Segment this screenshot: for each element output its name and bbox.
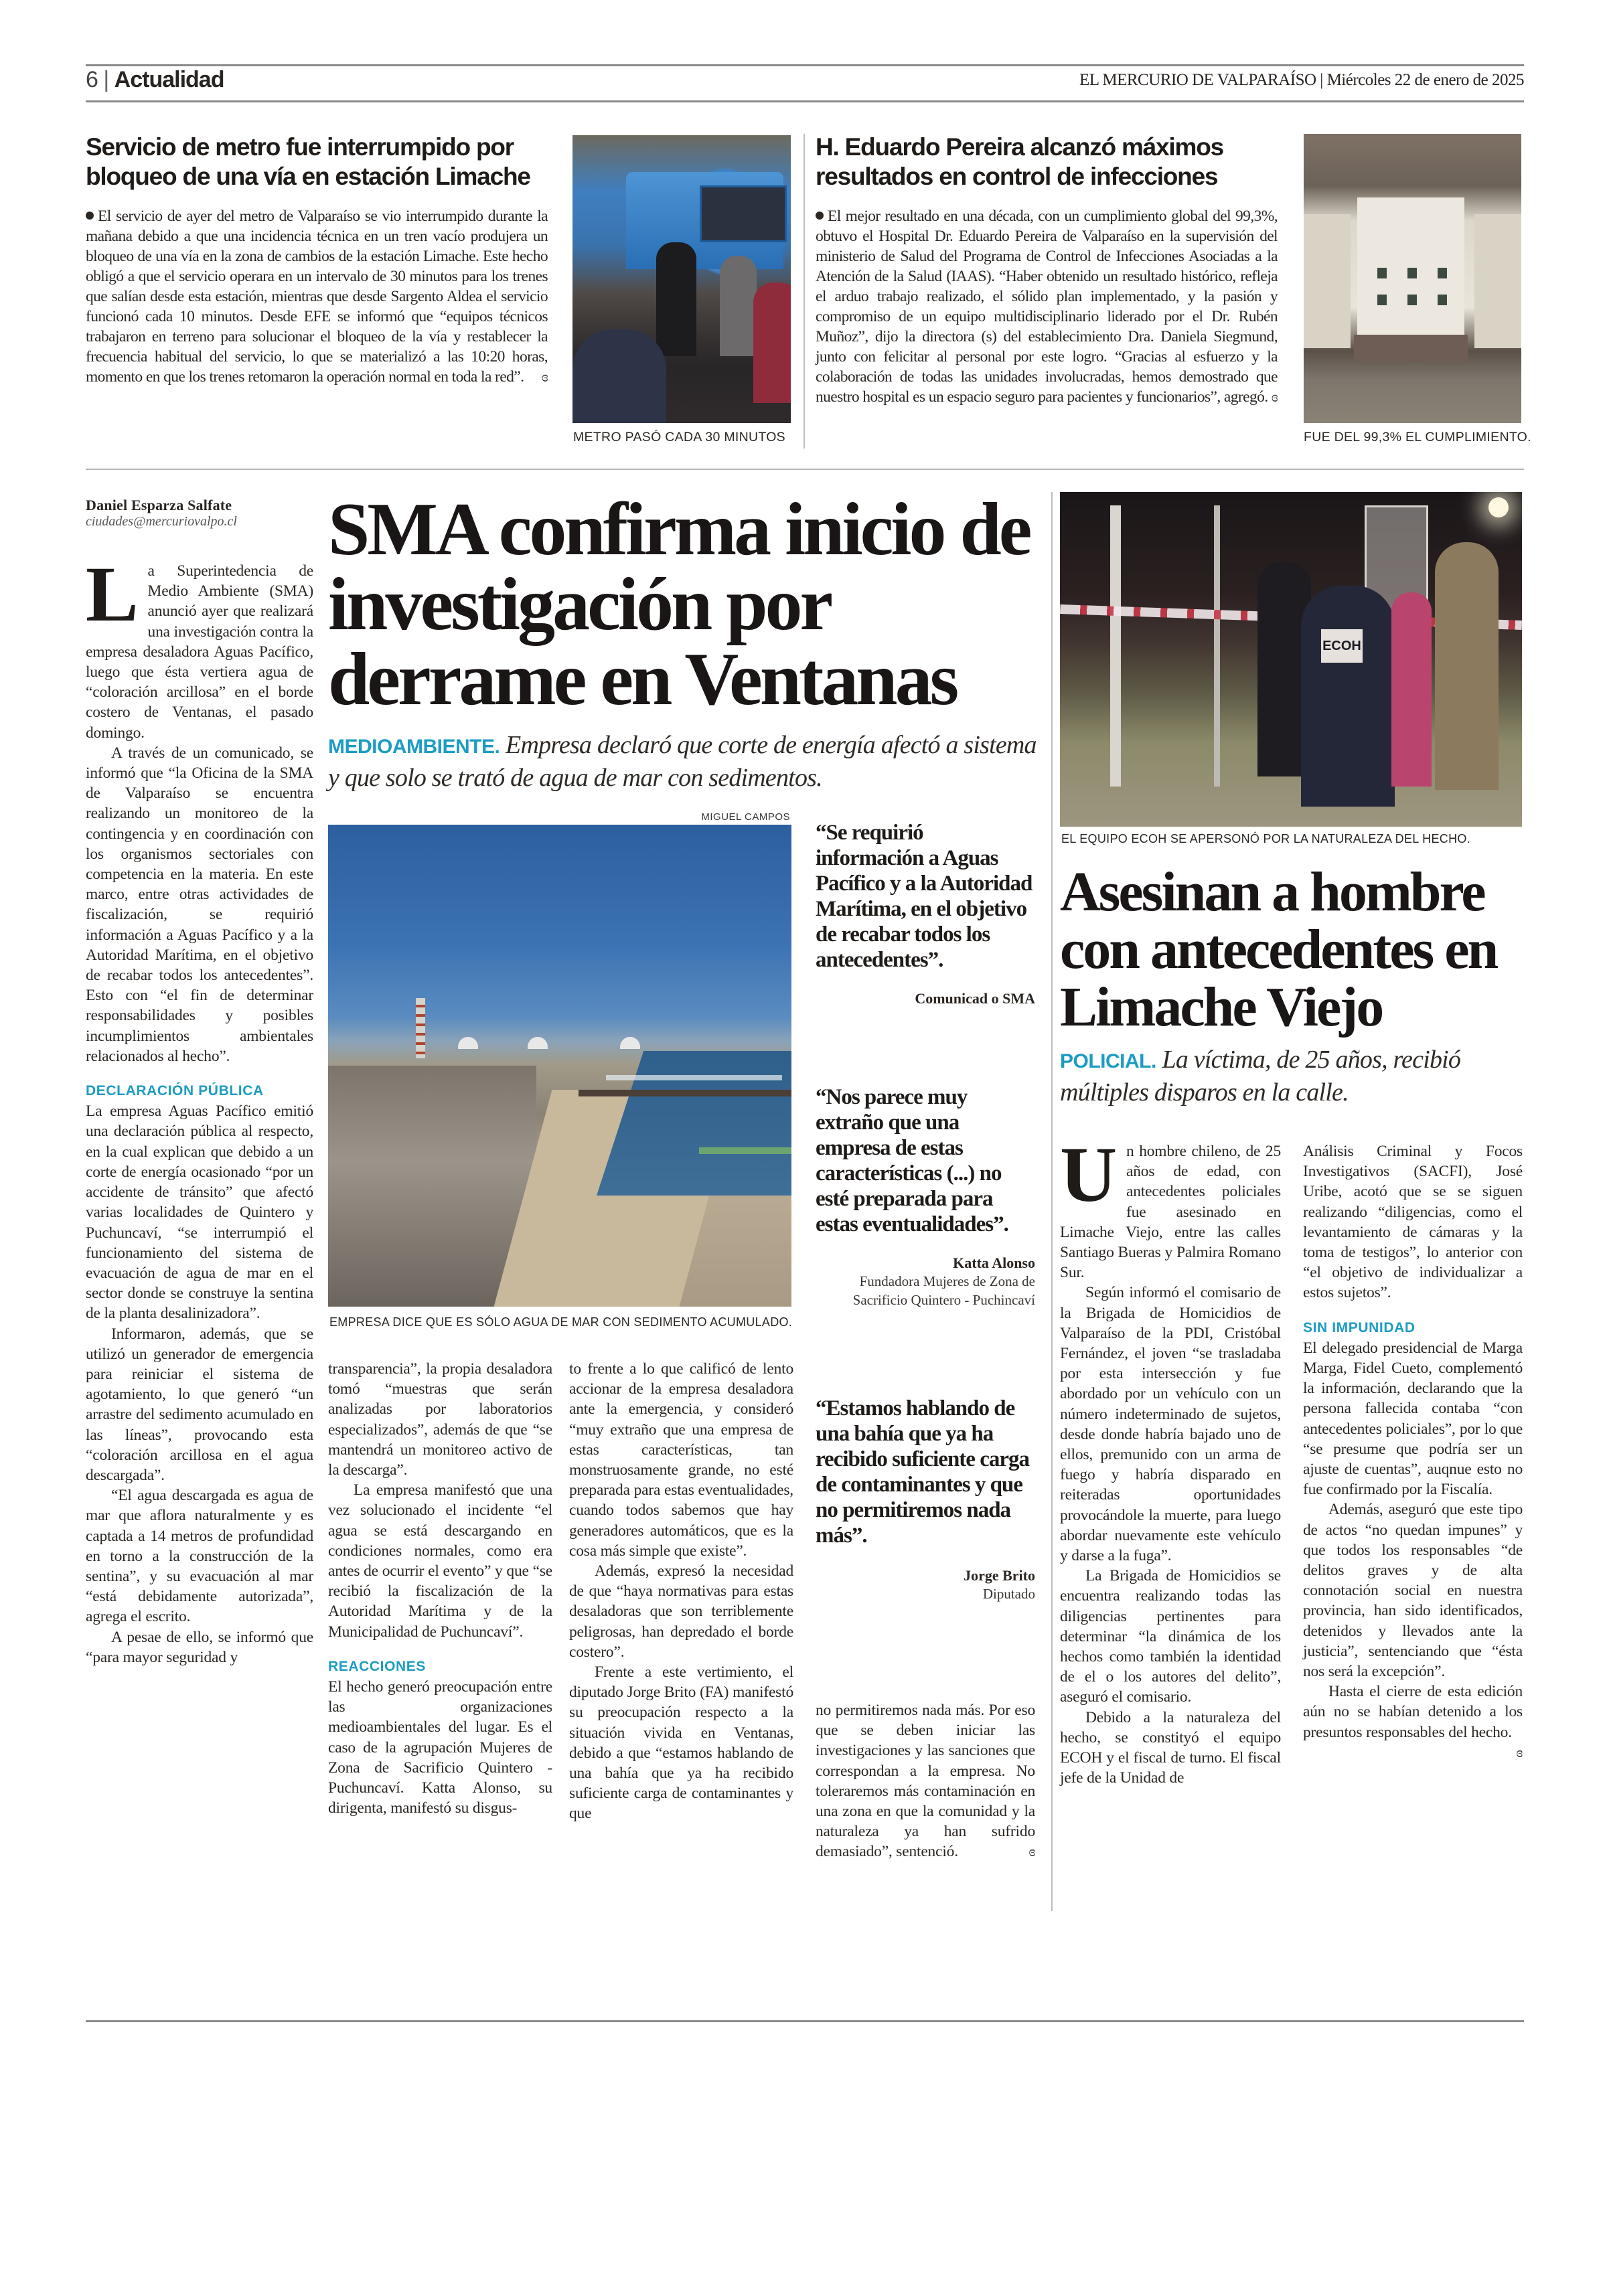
publication-date: Miércoles 22 de enero de 2025 [1326, 71, 1524, 89]
window-shape [1377, 268, 1387, 278]
paragraph: La empresa manifestó que una vez solucionado el incidente “el agua se está descargando en condiciones normales, como era antes de ocurrir el evento” y que “se recibió la fiscalización de la Autoridad Marítima y de la Municipalidad de Puchuncaví”. [328, 1481, 552, 1641]
byline-author: Daniel Esparza Salfate [86, 497, 232, 513]
pole-shape [1110, 505, 1121, 787]
kicker-text: La víctima, de 25 años, recibió múltiples disparos en la calle. [1060, 1046, 1461, 1106]
hospital-photo-caption: FUE DEL 99,3% EL CUMPLIMIENTO. [1304, 430, 1531, 444]
footer-rule [86, 2020, 1524, 2022]
end-mark-icon: ɞ [1028, 1843, 1035, 1860]
paragraph: Frente a este vertimiento, el diputado Jorge Brito (FA) manifestó su preocupación respecto a la situación vivida en Ventanas, debido a que “estamos hablando de una bahía que ya ha recibido suficiente carga de contaminantes y que [569, 1663, 793, 1823]
crime-scene-photo-caption: EL EQUIPO ECOH SE APERSONÓ POR LA NATURALEZA DEL HECHO. [1061, 832, 1470, 845]
end-mark-icon: ɞ [541, 368, 548, 385]
building-wing-shape [1304, 214, 1351, 348]
crime-scene-photo [1060, 492, 1522, 827]
ventanas-photo [328, 825, 791, 1307]
pull-quote-attribution [816, 1567, 1035, 1603]
paragraph: El hecho generó preocupación entre las organizaciones medioambientales del lugar. Es el caso de la agrupación Mujeres de Zona de Sacrificio Quintero - Puchuncaví. Katta Alonso, su dirigenta, manifestó su disgus- [328, 1678, 552, 1817]
pull-quote-source: Katta Alonso [953, 1254, 1035, 1271]
kicker-tag: MEDIOAMBIENTE. [328, 736, 500, 758]
main-column-3 [569, 1359, 793, 1824]
page-number: 6 [86, 67, 98, 92]
subhead-declaracion: DECLARACIÓN PÚBLICA [86, 1083, 264, 1099]
paragraph: to frente a lo que calificó de lento accionar de la empresa desaladora ante la emergencia, y consideró “muy extraño que una empresa de estas características, tan monstruosamente grande, no esté preparada para estas eventualidades, cuando todos sabemos que hay generadores automáticos, que es la cosa más simple que existe”. [569, 1360, 793, 1560]
pull-quote-source: Jorge Brito [964, 1567, 1035, 1584]
header-bottom-rule [86, 100, 1524, 102]
limache-headline: Asesinan a hombre con antecedentes en Limache Viejo [1060, 861, 1497, 1038]
byline [86, 497, 313, 529]
chimney-shape [416, 998, 425, 1058]
brief-metro-text: El servicio de ayer del metro de Valparaíso se vio interrumpido durante la mañana debido a que una incidencia técnica en un tren vacío produjera un bloqueo de una vía en la zona de cambios de la estación Limache. Este hecho obligó a que el servicio operara en un intervalo de 30 minutos para los trenes que salían desde esta estación, mientras que desde Sargento Aldea el servicio funcionó cada 10 minutos. Desde EFE se informó que “equipos técnicos trabajaron en terreno para solucionar el bloqueo de la vía y restablecer la frecuencia habitual del servicio, lo que se materializó a las 10:20 horas, momento en que los trenes retomaron la operación normal en toda la red”. [86, 208, 548, 386]
brief-hospital-title: H. Eduardo Pereira alcanzó máximos resultados en control de infecciones [816, 133, 1223, 190]
paragraph: Informaron, además, que se utilizó un generador de emergencia para reiniciar el sistema de agotamiento, lo que generó “un arrastre del sedimento acumulado en las líneas”, provocando esta “coloración arcillosa en el agua descargada”. [86, 1325, 313, 1484]
pier-shape [579, 1090, 791, 1096]
tank-shape [528, 1037, 548, 1049]
paragraph: A pesae de ello, se informó que “para mayor seguridad y [86, 1628, 313, 1666]
dropcap: L [86, 550, 139, 638]
brief-metro-title: Servicio de metro fue interrumpido por bloqueo de una vía en estación Limache [86, 133, 530, 190]
end-mark-icon: ɞ [1516, 1743, 1523, 1760]
paragraph: Hasta el cierre de esta edición aún no se habían detenido a los presuntos responsables del hecho. ɞ [1303, 1682, 1523, 1742]
subhead-reacciones: REACCIONES [328, 1658, 427, 1674]
paragraph: Según informó el comisario de la Brigada de Homicidios de Valparaíso de la PDI, Cristóbal Fernández, el joven “se trasladaba por esta intersección y fue abordado por un vehículo con un número indeterminado de sujetos, desde donde habría bajado uno de ellos, premunido con un arma de fuego y habría disparado en reiteradas oportunidades provocándole la muerte, para luego abordar nuevamente este vehículo y darse a la fuga”. [1060, 1284, 1281, 1565]
main-column-4 [816, 1700, 1035, 1862]
pull-quote-role: Fundadora Mujeres de Zona de Sacrificio Quintero - Puchincaví [852, 1273, 1035, 1308]
window-shape [1438, 268, 1447, 278]
bullet-icon [86, 212, 94, 220]
hospital-photo [1304, 134, 1521, 423]
person-shape [656, 242, 696, 356]
pull-quote-text: “Se requirió información a Aguas Pacífico y a la Autoridad Marítima, en el objetivo de recabar todos los antecedentes”. [816, 821, 1032, 972]
brief-metro-body [86, 206, 548, 387]
pull-quote-attribution [816, 990, 1035, 1007]
paragraph: El delegado presidencial de Marga Marga, Fidel Cueto, complementó la información, declarando que la persona fallecida contaba “con antecedentes policiales”, por lo que “se presume que podría ser un ajuste de cuentas”, auqnue esto no fue confirmado por la Fiscalía. [1303, 1339, 1523, 1499]
paragraph: Análisis Criminal y Focos Investigativos (SACFI), José Uribe, acotó que se se siguen realizando “diligencias, como el levantamiento de cámaras y la toma de testigos”, lo anterior con “el objetivo de individualizar a estos sujetos”. [1303, 1143, 1523, 1302]
limache-kicker [1060, 1044, 1522, 1108]
person-shape [1391, 592, 1432, 787]
street-light-shape [1488, 497, 1509, 517]
ventanas-photo-caption: EMPRESA DICE QUE ES SÓLO AGUA DE MAR CON SEDIMENTO ACUMULADO. [329, 1315, 793, 1329]
photo-credit: MIGUEL CAMPOS [701, 811, 790, 823]
pole-shape [1214, 505, 1220, 787]
limache-column-2 [1303, 1141, 1523, 1762]
paragraph: Debido a la naturaleza del hecho, se constityó el equipo ECOH y el fiscal de turno. El fiscal jefe de la Unidad de [1060, 1708, 1281, 1787]
paragraph: Además, aseguró que este tipo de actos “no quedan impunes” y que todos los responsables “de delitos graves y de alta connotación social en nuestra provincia, han sido identificados, detenidos y llevados ante la justicia”, sentenciando que “ésta nos será la excepción”. [1303, 1501, 1523, 1681]
publication-name: EL MERCURIO DE VALPARAÍSO [1079, 71, 1316, 89]
pull-quote-attribution [816, 1254, 1035, 1309]
person-shape [572, 329, 666, 423]
page-folio: 6 | Actualidad [86, 67, 224, 92]
paragraph: transparencia”, la propia desaladora tomó “muestras que serán analizadas por laboratorios especializados”, además de que “se mantendrá un monitoreo activo de la descarga”. [328, 1360, 552, 1479]
building-wing-shape [1474, 214, 1521, 348]
brief-hospital-text: El mejor resultado en una década, con un cumplimiento global del 99,3%, obtuvo el Hospital Dr. Eduardo Pereira de Valparaíso en la supervisión del ministerio de Salud del Programa de Control de Infecciones Asociadas a la Atención de la Salud (IAAS). “Haber obtenido un resultado histórico, refleja el arduo trabajo realizado, el sólido plan implementado, y la pasión y compromiso de un equipo multidisciplinario liderado por el Dr. Rubén Muñoz”, dijo la directora (s) del establecimiento Dra. Daniela Siegmund, junto con felicitar al personal por este logro. “Gracias al esfuerzo y la colaboración de todas las unidades involucradas, hemos demostrado que nuestro hospital es un espacio seguro para pacientes y funcionarios”, agregó. [816, 208, 1278, 406]
end-mark-icon: ɞ [1271, 388, 1278, 405]
window-shape [1438, 295, 1447, 305]
dropcap: U [1060, 1131, 1118, 1218]
pull-quote-text: “Nos parece muy extraño que una empresa de estas características (...) no esté preparada para estas eventualidades”. [816, 1085, 1008, 1236]
column-divider [1051, 492, 1053, 1911]
waves-shape [606, 1075, 782, 1080]
main-kicker [328, 730, 1038, 793]
window-shape [1407, 268, 1417, 278]
main-column-2 [328, 1359, 552, 1818]
paragraph: A través de un comunicado, se informó que “la Oficina de la SMA de Valparaíso se encuentra realizando un monitoreo de la contingencia y en coordinación con los organismos sectoriales con competencia en la materia. En este marco, entre otras actividades de fiscalización, se requirió información a Aguas Pacífico y a la Autoridad Marítima, en el objetivo de recabar todos los antecedentes”. Esto con “el fin de determinar responsabilidades y posibles incumplimientos ambientales relacionados al hecho”. [86, 744, 313, 1065]
paragraph: La Superintedencia de Medio Ambiente (SMA) anunció ayer que realizará una investigación contra la empresa desaladora Aguas Pacífico, luego que ésta vertiera agua de “coloración arcillosa” en el borde costero de Ventanas, el pasado domingo. [86, 550, 313, 742]
train-window-shape [700, 185, 787, 242]
person-shape [720, 256, 757, 356]
section-divider [86, 469, 1524, 470]
window-shape [1407, 295, 1417, 305]
subhead-sin-impunidad: SIN IMPUNIDAD [1303, 1319, 1415, 1335]
paragraph: La Brigada de Homicidios se encuentra realizando todas las diligencias pertinentes para determinar “la dinámica de los hechos como también la identidad de el o los autores del delito”, aseguró el comisario. [1060, 1567, 1281, 1706]
limache-column-1 [1060, 1131, 1281, 1789]
person-shape [1435, 542, 1499, 790]
pull-quote-2 [816, 1084, 1035, 1309]
pull-quote-text: “Estamos hablando de una bahía que ya ha recibido suficiente carga de contaminantes y que no permitiremos nada más”. [816, 1396, 1029, 1548]
tank-shape [458, 1037, 478, 1049]
brief-hospital-body [816, 206, 1278, 407]
sea-shape [597, 1051, 791, 1196]
tank-shape [620, 1037, 640, 1049]
window-shape [1377, 295, 1387, 305]
metro-photo-caption: METRO PASÓ CADA 30 MINUTOS [573, 430, 785, 444]
bullet-icon [816, 212, 824, 220]
kicker-tag: POLICIAL. [1060, 1050, 1156, 1072]
paragraph: Además, expresó la necesidad de que “haya normativas para estas desaladoras que son terriblemente peligrosas, han depredado el borde costero”. [569, 1562, 793, 1661]
kicker-text: Empresa declaró que corte de energía afectó a sistema y que solo se trató de agua de mar con sedimentos. [328, 731, 1037, 792]
paragraph: “El agua descargada es agua de mar que aflora naturalmente y es captada a 14 metros de profundidad en torno a la construcción de la sentina”, y su evacuación al mar “está debidamente autorizada”, agrega el escrito. [86, 1487, 313, 1626]
masthead-info: EL MERCURIO DE VALPARAÍSO | Miércoles 22 de enero de 2025 [1079, 71, 1524, 89]
pull-quote-3 [816, 1396, 1035, 1603]
header-top-rule [86, 64, 1524, 66]
main-column-1 [86, 550, 313, 1667]
paragraph: no permitiremos nada más. Por eso que se deben iniciar las investigaciones y las sanciones que correspondan a la empresa. No toleraremos más contaminación en una zona en que la comunidad y la naturaleza ya han sufrido demasiado”, sentenció. ɞ [816, 1700, 1035, 1862]
entrance-canopy-shape [1354, 335, 1468, 361]
main-headline: SMA confirma inicio de investigación por derrame en Ventanas [328, 488, 1030, 721]
pipe-shape [699, 1147, 791, 1154]
metro-photo [572, 135, 791, 423]
section-name: Actualidad [114, 67, 224, 92]
pull-quote-source: Comunicad o SMA [915, 990, 1035, 1007]
person-shape [753, 282, 791, 403]
pull-quote-1 [816, 820, 1035, 1007]
ecoh-vest-label: ECOH [1321, 629, 1363, 663]
paragraph: Un hombre chileno, de 25 años de edad, con antecedentes policiales fue asesinado en Limache Viejo, entre las calles Santiago Bueras y Palmira Romano Sur. [1060, 1131, 1281, 1282]
paragraph: La empresa Aguas Pacífico emitió una declaración pública al respecto, en la cual explican que debido a un corte de energía ocasionado “por un accidente de tránsito” que afectó varias localidades de Quintero y Puchuncaví, “se interrumpió el funcionamiento del sistema de evacuación de agua de mar en el sector donde se construye la sentina de la planta desalinizadora”. [86, 1102, 313, 1323]
pull-quote-role: Diputado [982, 1586, 1035, 1602]
byline-email: ciudades@mercuriovalpo.cl [86, 514, 237, 529]
column-divider [804, 134, 805, 448]
ecoh-officer-shape [1301, 586, 1395, 807]
